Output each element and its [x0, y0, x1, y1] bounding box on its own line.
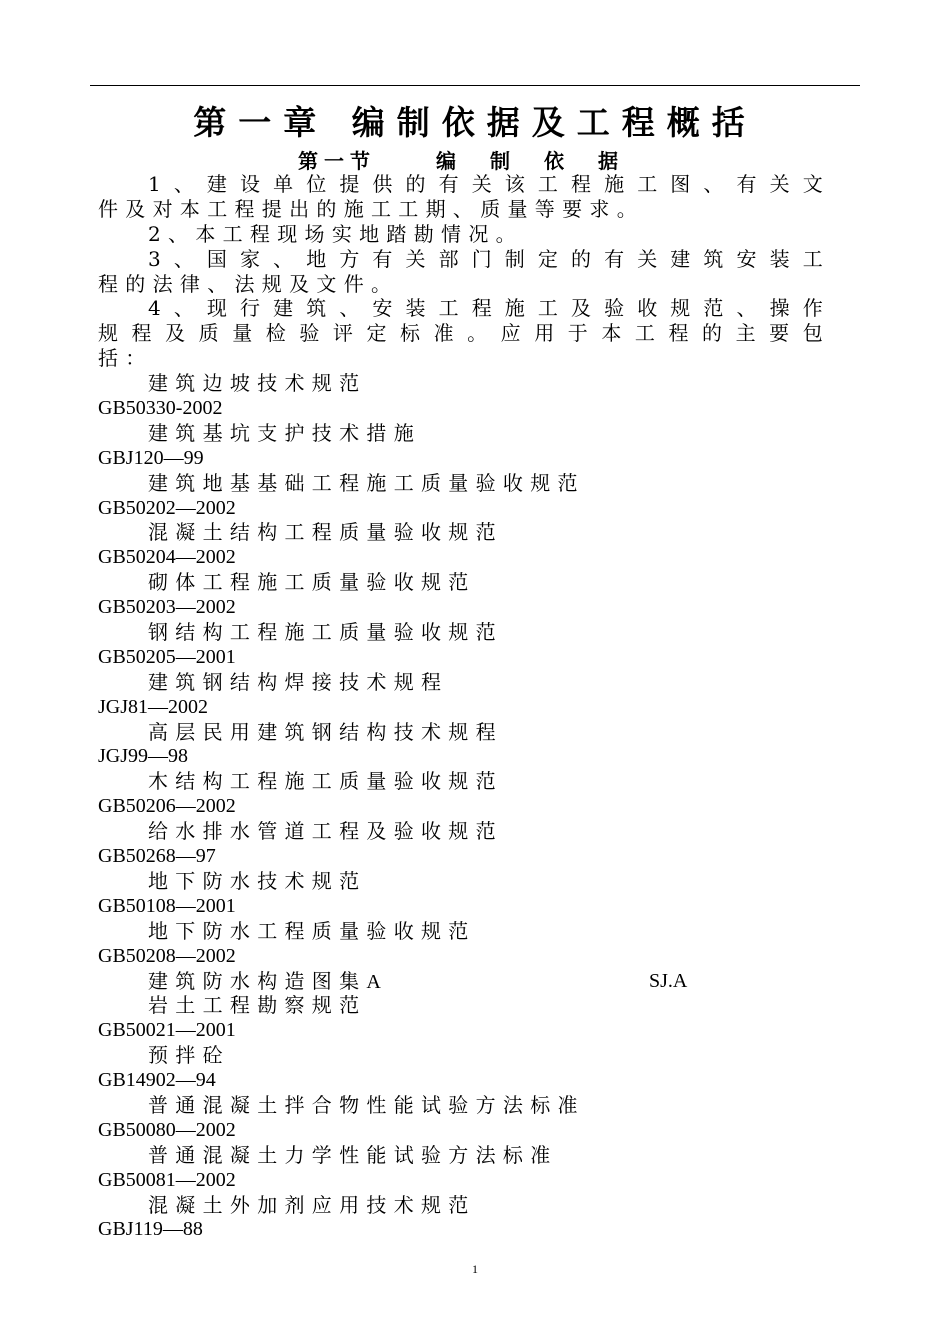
standard-inline-row — [98, 969, 830, 994]
standard-code: GB50206—2002 — [98, 795, 236, 818]
standard-code: JGJ81—2002 — [98, 695, 209, 718]
standard-code: GB14902—94 — [98, 1069, 216, 1092]
standard-code: GB50021—2001 — [98, 1019, 236, 1042]
standard-name: 预拌砼 — [148, 1043, 230, 1068]
item-4-line-1: 4、现行建筑、安装工程施工及验收规范、操作 — [148, 296, 830, 321]
standard-name: 砌体工程施工质量验收规范 — [148, 570, 476, 595]
standard-code: GB50081—2002 — [98, 1168, 236, 1191]
item-3-line-1: 3、国家、地方有关部门制定的有关建筑安装工 — [148, 246, 830, 271]
item-2-line-1: 2、本工程现场实地踏勘情况。 — [148, 221, 523, 246]
standard-name: 混凝土结构工程质量验收规范 — [148, 520, 503, 545]
item-1-line-1: 1、建设单位提供的有关该工程施工图、有关文 — [148, 172, 830, 196]
standard-name: 建筑地基基础工程施工质量验收规范 — [148, 470, 585, 495]
standard-name: 建筑钢结构焊接技术规程 — [148, 669, 449, 694]
standard-code: GB50108—2001 — [98, 894, 236, 917]
standard-code: GB50268—97 — [98, 845, 216, 868]
chapter-title: 第一章 编制依据及工程概括 — [193, 103, 757, 142]
standard-name: 普通混凝土力学性能试验方法标准 — [148, 1142, 558, 1167]
standard-name: 混凝土外加剂应用技术规范 — [148, 1192, 476, 1217]
standard-code: GB50330-2002 — [98, 397, 223, 420]
standards-list — [98, 371, 830, 1242]
header-rule — [90, 85, 860, 86]
standard-name: 建筑防水构造图集 — [148, 968, 367, 993]
standard-code: GB50205—2001 — [98, 645, 236, 668]
standard-code: GBJ119—88 — [98, 1218, 203, 1241]
standard-name: 木结构工程施工质量验收规范 — [148, 769, 503, 794]
standard-name: 地下防水技术规范 — [148, 868, 367, 893]
standard-name: 钢结构工程施工质量验收规范 — [148, 620, 503, 645]
standard-name: 地下防水工程质量验收规范 — [148, 918, 476, 943]
item-3-line-2: 程的法律、法规及文件。 — [98, 271, 399, 296]
standard-name: 建筑边坡技术规范 — [148, 371, 367, 396]
item-4-line-3: 括： — [98, 346, 153, 371]
standard-code: SJ.A — [649, 969, 688, 992]
standard-code: GB50203—2002 — [98, 596, 236, 619]
page-number: 1 — [472, 1262, 478, 1276]
standard-name: 给水排水管道工程及验收规范 — [148, 819, 503, 844]
standard-letter: A — [366, 970, 381, 993]
standard-code: JGJ99—98 — [98, 745, 189, 768]
standard-name: 建筑基坑支护技术措施 — [148, 420, 421, 445]
standard-code: GB50202—2002 — [98, 496, 236, 519]
standard-code: GB50208—2002 — [98, 944, 236, 967]
item-1-line-2: 件及对本工程提出的施工工期、质量等要求。 — [98, 196, 644, 221]
section-title — [0, 148, 950, 174]
section-number: 第一节 — [298, 149, 376, 173]
standard-name: 岩土工程勘察规范 — [148, 993, 367, 1018]
section-name: 编制依据 — [436, 149, 652, 173]
standard-code: GB50080—2002 — [98, 1118, 236, 1141]
item-4-line-2: 规程及质量检验评定标准。应用于本工程的主要包 — [98, 321, 830, 346]
document-body — [98, 172, 830, 1242]
standard-code: GB50204—2002 — [98, 546, 236, 569]
standard-name: 高层民用建筑钢结构技术规程 — [148, 719, 503, 744]
standard-code: GBJ120—99 — [98, 446, 204, 469]
standard-name: 普通混凝土拌合物性能试验方法标准 — [148, 1092, 585, 1117]
